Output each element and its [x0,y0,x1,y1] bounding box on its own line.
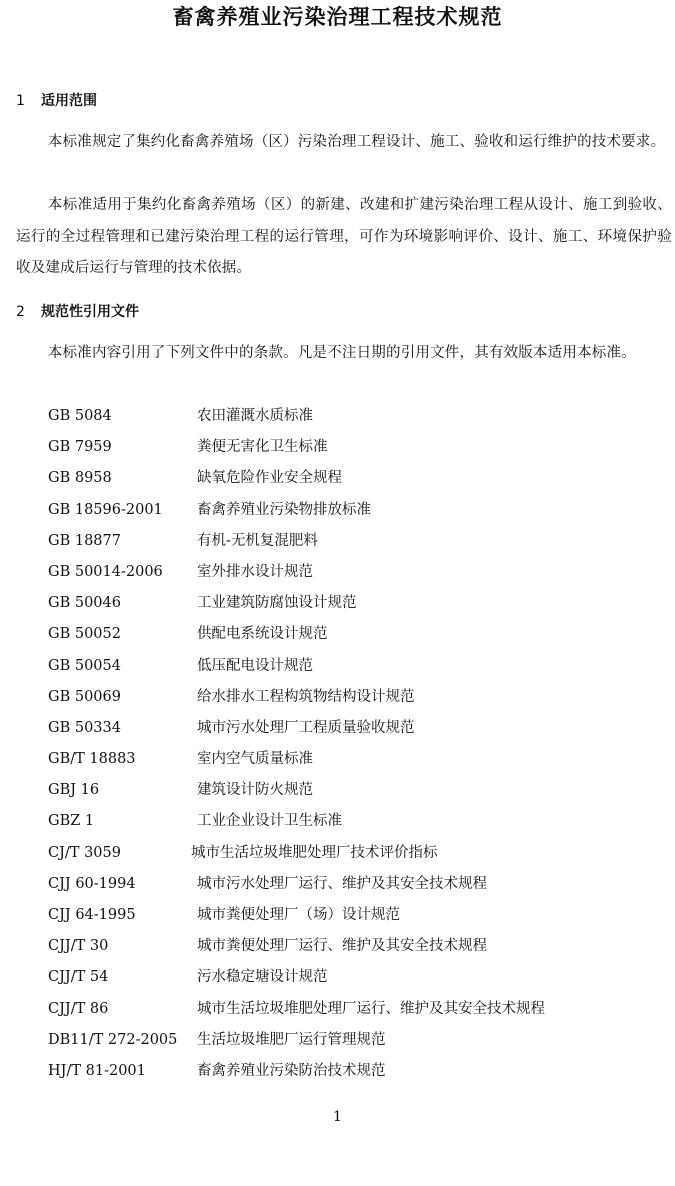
reference-title: 畜禽养殖业污染防治技术规范 [197,1062,386,1079]
reference-item [48,1056,648,1087]
reference-item [48,495,648,526]
reference-item [48,1025,648,1056]
reference-title: 城市污水处理厂工程质量验收规范 [197,719,415,736]
reference-title: 有机-无机复混肥料 [197,532,318,549]
reference-code: GBZ 1 [48,813,95,830]
document-title: 畜禽养殖业污染治理工程技术规范 [172,5,503,29]
reference-title: 城市粪便处理厂运行、维护及其安全技术规程 [197,938,487,955]
section-title: 规范性引用文件 [41,304,139,320]
reference-code: GBJ 16 [48,782,100,799]
reference-code: GB 7959 [48,439,112,456]
scope-paragraph-1: 本标准规定了集约化畜禽养殖场（区）污染治理工程设计、施工、验收和运行维护的技术要求。 [47,134,666,150]
reference-title: 城市污水处理厂运行、维护及其安全技术规程 [197,875,487,892]
reference-code: GB 50014-2006 [48,563,163,580]
reference-code: GB 18596-2001 [48,501,163,518]
reference-code: GB 50054 [48,657,121,674]
reference-title: 城市生活垃圾堆肥处理厂运行、维护及其安全技术规程 [197,1000,545,1017]
reference-code: CJJ/T 30 [48,938,109,955]
reference-code: GB 18877 [48,532,121,549]
reference-title: 畜禽养殖业污染物排放标准 [197,501,371,518]
reference-item [48,557,648,588]
section-heading-scope [16,91,97,111]
reference-title: 缺氧危险作业安全规程 [197,470,342,487]
section-title: 适用范围 [41,93,97,109]
reference-code: GB 8958 [48,470,112,487]
reference-item [48,526,648,557]
reference-item [48,838,648,869]
reference-item [48,900,648,931]
reference-item [48,651,648,682]
reference-item [48,463,648,494]
reference-title: 低压配电设计规范 [197,657,313,674]
reference-code: DB11/T 272-2005 [48,1031,178,1048]
reference-code: CJJ/T 54 [48,969,109,986]
reference-title: 建筑设计防火规范 [197,782,313,799]
references-intro-paragraph: 本标准内容引用了下列文件中的条款。凡是不注日期的引用文件，其有效版本适用本标准。 [47,345,636,361]
reference-item [48,588,648,619]
reference-item [48,806,648,837]
reference-code: HJ/T 81-2001 [48,1062,146,1079]
reference-item [48,401,648,432]
reference-title: 城市生活垃圾堆肥处理厂技术评价指标 [191,844,438,861]
reference-code: GB 50046 [48,595,121,612]
reference-item [48,869,648,900]
reference-item [48,775,648,806]
reference-title: 污水稳定塘设计规范 [197,969,328,986]
scope-paragraph-2: 本标准适用于集约化畜禽养殖场（区）的新建、改建和扩建污染治理工程从设计、施工到验收、运行的全过程管理和已建污染治理工程的运行管理，可作为环境影响评价、设计、施工、环境保护验收及建成后运行与管理的技术依据。 [16,197,672,277]
reference-title: 粪便无害化卫生标准 [197,439,328,456]
reference-code: GB 50052 [48,626,121,643]
reference-title: 供配电系统设计规范 [197,626,328,643]
reference-title: 给水排水工程构筑物结构设计规范 [197,688,415,705]
reference-item [48,931,648,962]
reference-list [48,401,648,1087]
section-heading-references [16,302,139,322]
section-number: 2 [16,304,25,320]
reference-code: GB 5084 [48,408,112,424]
reference-code: GB 50334 [48,719,121,736]
reference-title: 生活垃圾堆肥厂运行管理规范 [197,1031,386,1048]
reference-code: CJ/T 3059 [48,844,121,861]
reference-code: GB 50069 [48,688,121,705]
reference-title: 工业建筑防腐蚀设计规范 [197,595,357,612]
reference-code: CJJ 60-1994 [48,875,136,892]
reference-item [48,744,648,775]
reference-item [48,432,648,463]
reference-item [48,713,648,744]
reference-title: 室外排水设计规范 [197,563,313,580]
reference-title: 工业企业设计卫生标准 [197,813,342,830]
page-number: 1 [333,1109,342,1125]
reference-item [48,682,648,713]
reference-code: CJJ/T 86 [48,1000,109,1017]
reference-title: 城市粪便处理厂（场）设计规范 [197,907,400,923]
reference-title: 室内空气质量标准 [197,751,313,768]
reference-code: CJJ 64-1995 [48,907,136,923]
section-number: 1 [16,93,25,109]
reference-item [48,994,648,1025]
reference-item [48,962,648,993]
reference-title: 农田灌溉水质标准 [197,408,313,424]
reference-item [48,619,648,650]
reference-code: GB/T 18883 [48,751,136,768]
